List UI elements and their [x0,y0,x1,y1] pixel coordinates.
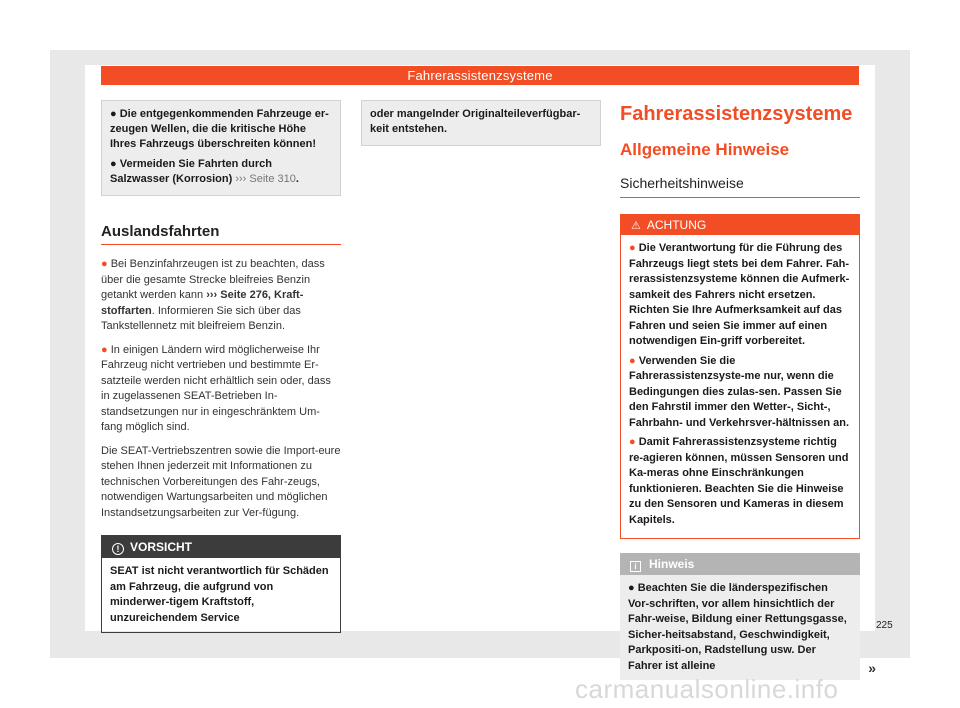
bullet-icon: ● [110,108,117,120]
section-body [101,257,341,521]
section-title: Auslandsfahrten [101,223,341,245]
column-left [101,100,341,633]
warning-triangle-icon: ⚠ [631,220,641,232]
list-item: ● Damit Fahrerassistenzsysteme richtig re-agieren können, müssen Sensoren und Ka-meras ohne Einschränkungen funktionieren. Beachten Sie die Hinweise zu den Sensoren und Kameras in diesem Kapitels. [629,436,849,526]
info-circle-icon: ! [112,543,124,555]
note-box [620,553,876,680]
danger-box [620,214,860,539]
list-item: ● Die Verantwortung für die Führung des Fahrzeugs liegt stets bei dem Fahrer. Fah-rerassistenzsysteme können die Aufmerk-samkeit des Fahrers nicht ersetzen. Richten Sie Ihre Aufmerksamkeit auf das Fahren und seien Sie immer auf einen notwendigen Ein-griff vorbereitet. [629,242,850,347]
bullet-icon: ● [110,158,117,170]
watermark: carmanualsonline.info [575,674,839,704]
info-icon: i [630,561,641,572]
paragraph: Die SEAT-Vertriebszentren sowie die Import-eure stehen Ihnen jederzeit mit Informationen zu technischen Vorbereitungen des Fahr-zeugs, notwendigen Wartungsarbeiten und möglichen Instandsetzungsarbeiten zur Ver-fügung. [101,444,341,519]
note-header: i Hinweis [620,553,860,575]
bullet-icon: ● [101,258,108,270]
paragraph: ● In einigen Ländern wird möglicherweise Ihr Fahrzeug nicht vertrieben und bestimmte Er-satzteile werden nicht erhältlich sein oder, dass in zugelassenen SEAT-Betrieben In-standsetzungen nur in eingeschränktem Um-fang möglich sind. [101,343,331,433]
bullet-icon: ● [629,436,636,448]
section-title: Allgemeine Hinweise [620,140,790,159]
caution-text: SEAT ist nicht verantwortlich für Schäden am Fahrzeug, die aufgrund von minderwer-tigem Kraftstoff, unzureichendem Service [110,565,329,624]
danger-text [621,235,859,538]
chapter-title: Fahrerassistenzsysteme [620,103,853,125]
bullet-icon: ● [629,354,636,367]
paragraph: ● Bei Benzinfahrzeugen ist zu beachten, dass über die gesamte Strecke bleifreies Benzin getankt werden kann ››› Seite 276, Kraft-stoffarten. Informieren Sie sich über das Tankstellennetz mit bleifreiem Benzin. [101,258,325,332]
column-middle [361,100,601,146]
list-item: ● Die entgegenkommenden Fahrzeuge er-zeugen Wellen, die die kritische Höhe Ihres Fahrzeugs überschreiten können! [110,108,329,150]
danger-header: ⚠ ACHTUNG [621,215,859,235]
note-text: ● Beachten Sie die länderspezifischen Vor-schriften, vor allem hinsichtlich der Fahr-weise, Bildung einer Rettungsgasse, Sicher-heitsabstand, Geschwindigkeit, Parkpositi-on, Radstellung usw. Der Fahrer ist alleine » [620,575,860,680]
page-number: 225 [876,620,893,631]
caution-header: ! VORSICHT [102,536,340,558]
caution-continued-text: oder mangelnder Originalteileverfügbar-keit entstehen. [370,108,581,135]
page-link[interactable]: ››› Seite 276, Kraft-stoffarten [101,289,304,317]
list-item: ● Vermeiden Sie Fahrten durch Salzwasser (Korrosion) ››› Seite 310. [110,158,299,185]
bullet-icon: ● [101,343,108,356]
caution-box [101,535,341,633]
caution-continued-box [361,100,601,146]
page-link[interactable]: ››› Seite 310 [235,173,296,185]
chapter-header: Fahrerassistenzsysteme [101,66,859,85]
continue-arrow-icon: » [868,659,876,676]
bullet-icon: ● [628,582,635,594]
continued-warning-box [101,100,341,196]
list-item: ● Verwenden Sie die Fahrerassistenzsyste-me nur, wenn die Bedingungen dies zulas-sen. Passen Sie den Fahrstil immer den Wetter-, Sicht-, Fahrbahn- und Verkehrsver-hältnissen an. [629,354,850,429]
bullet-icon: ● [629,242,636,254]
subsection-title: Sicherheitshinweise [620,175,860,198]
column-right [620,100,876,680]
